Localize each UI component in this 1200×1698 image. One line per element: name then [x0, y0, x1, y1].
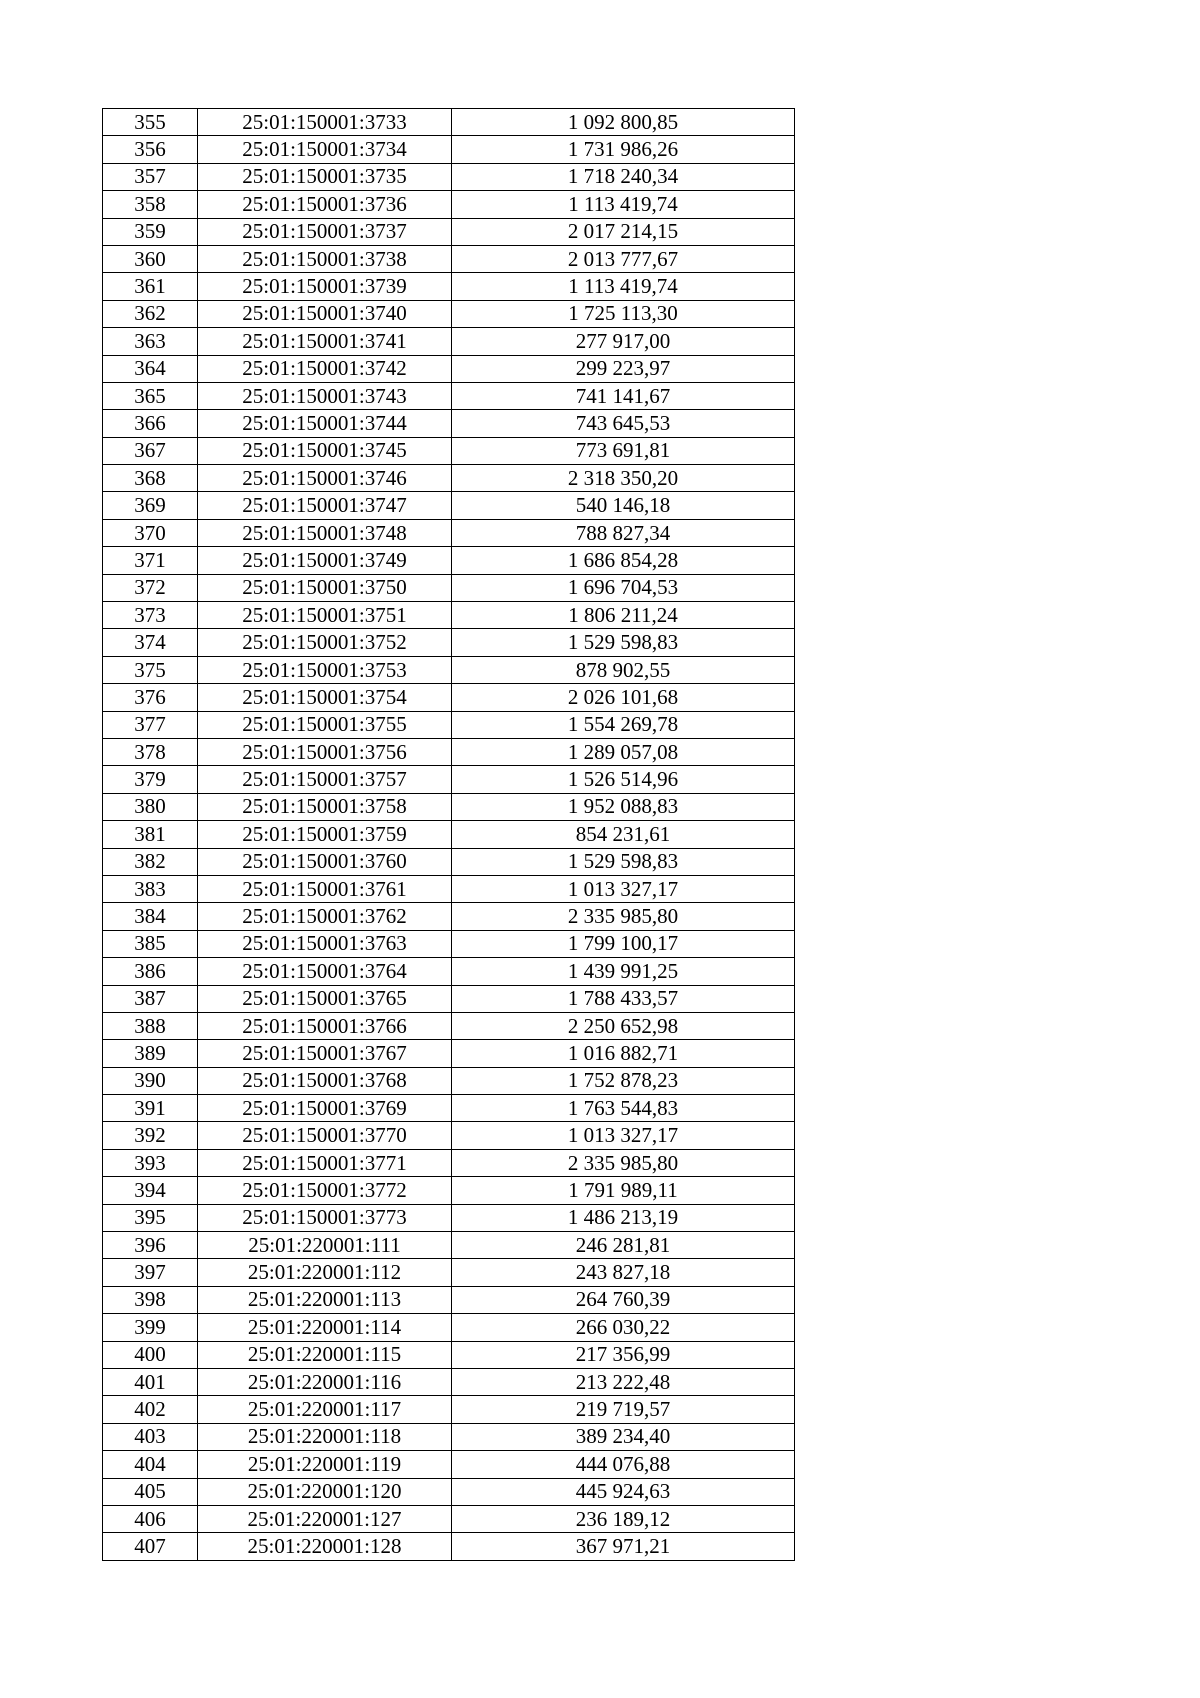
table-row — [103, 1314, 795, 1341]
row-number-cell: 403 — [103, 1423, 198, 1450]
cadastral-number-cell: 25:01:150001:3765 — [198, 985, 452, 1012]
cadastral-number-cell: 25:01:150001:3769 — [198, 1095, 452, 1122]
cadastral-value-cell: 213 222,48 — [452, 1368, 795, 1395]
cadastral-value-cell: 1 013 327,17 — [452, 1122, 795, 1149]
cadastral-value-cell: 1 718 240,34 — [452, 163, 795, 190]
table-row — [103, 1067, 795, 1094]
table-row — [103, 1423, 795, 1450]
table-row — [103, 492, 795, 519]
cadastral-number-cell: 25:01:220001:118 — [198, 1423, 452, 1450]
cadastral-number-cell: 25:01:150001:3766 — [198, 1012, 452, 1039]
cadastral-number-cell: 25:01:220001:120 — [198, 1478, 452, 1505]
cadastral-value-cell: 1 113 419,74 — [452, 191, 795, 218]
table-row — [103, 766, 795, 793]
row-number-cell: 377 — [103, 711, 198, 738]
cadastral-value-cell: 1 788 433,57 — [452, 985, 795, 1012]
cadastral-number-cell: 25:01:150001:3754 — [198, 684, 452, 711]
table-row — [103, 1533, 795, 1560]
table-row — [103, 1149, 795, 1176]
row-number-cell: 379 — [103, 766, 198, 793]
row-number-cell: 372 — [103, 574, 198, 601]
cadastral-value-cell: 2 335 985,80 — [452, 1149, 795, 1176]
cadastral-number-cell: 25:01:150001:3747 — [198, 492, 452, 519]
row-number-cell: 368 — [103, 465, 198, 492]
table-row — [103, 903, 795, 930]
table-row — [103, 656, 795, 683]
table-row — [103, 711, 795, 738]
table-row — [103, 191, 795, 218]
cadastral-number-cell: 25:01:150001:3733 — [198, 109, 452, 136]
cadastral-number-cell: 25:01:150001:3762 — [198, 903, 452, 930]
cadastral-value-cell: 243 827,18 — [452, 1259, 795, 1286]
table-row — [103, 465, 795, 492]
cadastral-value-cell: 1 696 704,53 — [452, 574, 795, 601]
table-row — [103, 930, 795, 957]
row-number-cell: 371 — [103, 547, 198, 574]
table-row — [103, 547, 795, 574]
table-row — [103, 574, 795, 601]
row-number-cell: 398 — [103, 1286, 198, 1313]
cadastral-value-cell: 878 902,55 — [452, 656, 795, 683]
table-row — [103, 136, 795, 163]
table-row — [103, 328, 795, 355]
cadastral-value-cell: 246 281,81 — [452, 1232, 795, 1259]
cadastral-value-table — [102, 108, 795, 1561]
row-number-cell: 385 — [103, 930, 198, 957]
table-body — [103, 109, 795, 1561]
cadastral-number-cell: 25:01:150001:3743 — [198, 382, 452, 409]
cadastral-number-cell: 25:01:150001:3770 — [198, 1122, 452, 1149]
cadastral-value-cell: 1 799 100,17 — [452, 930, 795, 957]
row-number-cell: 367 — [103, 437, 198, 464]
table-row — [103, 437, 795, 464]
table-row — [103, 245, 795, 272]
cadastral-value-cell: 1 725 113,30 — [452, 300, 795, 327]
row-number-cell: 375 — [103, 656, 198, 683]
table-row — [103, 1040, 795, 1067]
row-number-cell: 373 — [103, 602, 198, 629]
cadastral-value-cell: 2 250 652,98 — [452, 1012, 795, 1039]
row-number-cell: 402 — [103, 1396, 198, 1423]
table-row — [103, 382, 795, 409]
row-number-cell: 355 — [103, 109, 198, 136]
cadastral-number-cell: 25:01:150001:3737 — [198, 218, 452, 245]
row-number-cell: 389 — [103, 1040, 198, 1067]
cadastral-number-cell: 25:01:150001:3741 — [198, 328, 452, 355]
table-row — [103, 1505, 795, 1532]
row-number-cell: 405 — [103, 1478, 198, 1505]
table-row — [103, 519, 795, 546]
row-number-cell: 397 — [103, 1259, 198, 1286]
table-row — [103, 1286, 795, 1313]
cadastral-value-cell: 445 924,63 — [452, 1478, 795, 1505]
cadastral-value-cell: 1 952 088,83 — [452, 793, 795, 820]
cadastral-number-cell: 25:01:150001:3773 — [198, 1204, 452, 1231]
row-number-cell: 358 — [103, 191, 198, 218]
cadastral-number-cell: 25:01:150001:3756 — [198, 738, 452, 765]
cadastral-value-cell: 854 231,61 — [452, 821, 795, 848]
table-row — [103, 602, 795, 629]
cadastral-value-cell: 266 030,22 — [452, 1314, 795, 1341]
cadastral-number-cell: 25:01:150001:3755 — [198, 711, 452, 738]
table-row — [103, 1232, 795, 1259]
row-number-cell: 376 — [103, 684, 198, 711]
cadastral-value-cell: 1 686 854,28 — [452, 547, 795, 574]
cadastral-value-cell: 741 141,67 — [452, 382, 795, 409]
row-number-cell: 407 — [103, 1533, 198, 1560]
cadastral-number-cell: 25:01:150001:3757 — [198, 766, 452, 793]
row-number-cell: 356 — [103, 136, 198, 163]
cadastral-number-cell: 25:01:220001:127 — [198, 1505, 452, 1532]
table-row — [103, 1012, 795, 1039]
cadastral-number-cell: 25:01:150001:3771 — [198, 1149, 452, 1176]
cadastral-value-cell: 2 318 350,20 — [452, 465, 795, 492]
cadastral-value-cell: 1 016 882,71 — [452, 1040, 795, 1067]
row-number-cell: 388 — [103, 1012, 198, 1039]
row-number-cell: 365 — [103, 382, 198, 409]
row-number-cell: 399 — [103, 1314, 198, 1341]
row-number-cell: 392 — [103, 1122, 198, 1149]
table-row — [103, 1368, 795, 1395]
row-number-cell: 406 — [103, 1505, 198, 1532]
cadastral-number-cell: 25:01:150001:3760 — [198, 848, 452, 875]
row-number-cell: 381 — [103, 821, 198, 848]
table-row — [103, 1177, 795, 1204]
cadastral-value-cell: 1 526 514,96 — [452, 766, 795, 793]
table-row — [103, 1122, 795, 1149]
row-number-cell: 362 — [103, 300, 198, 327]
table-row — [103, 273, 795, 300]
cadastral-number-cell: 25:01:150001:3772 — [198, 1177, 452, 1204]
cadastral-value-cell: 1 486 213,19 — [452, 1204, 795, 1231]
table-row — [103, 1341, 795, 1368]
cadastral-number-cell: 25:01:220001:119 — [198, 1451, 452, 1478]
cadastral-number-cell: 25:01:150001:3748 — [198, 519, 452, 546]
cadastral-number-cell: 25:01:150001:3751 — [198, 602, 452, 629]
table-row — [103, 848, 795, 875]
row-number-cell: 360 — [103, 245, 198, 272]
row-number-cell: 380 — [103, 793, 198, 820]
row-number-cell: 357 — [103, 163, 198, 190]
cadastral-number-cell: 25:01:150001:3759 — [198, 821, 452, 848]
cadastral-number-cell: 25:01:220001:112 — [198, 1259, 452, 1286]
cadastral-value-cell: 2 026 101,68 — [452, 684, 795, 711]
cadastral-value-cell: 1 113 419,74 — [452, 273, 795, 300]
cadastral-value-cell: 773 691,81 — [452, 437, 795, 464]
cadastral-number-cell: 25:01:150001:3738 — [198, 245, 452, 272]
row-number-cell: 359 — [103, 218, 198, 245]
cadastral-value-cell: 1 013 327,17 — [452, 875, 795, 902]
row-number-cell: 378 — [103, 738, 198, 765]
cadastral-number-cell: 25:01:150001:3750 — [198, 574, 452, 601]
row-number-cell: 363 — [103, 328, 198, 355]
row-number-cell: 383 — [103, 875, 198, 902]
row-number-cell: 400 — [103, 1341, 198, 1368]
cadastral-number-cell: 25:01:150001:3749 — [198, 547, 452, 574]
cadastral-number-cell: 25:01:220001:115 — [198, 1341, 452, 1368]
cadastral-value-cell: 367 971,21 — [452, 1533, 795, 1560]
cadastral-value-cell: 444 076,88 — [452, 1451, 795, 1478]
row-number-cell: 396 — [103, 1232, 198, 1259]
table-row — [103, 1095, 795, 1122]
cadastral-number-cell: 25:01:150001:3745 — [198, 437, 452, 464]
table-row — [103, 793, 795, 820]
cadastral-value-cell: 743 645,53 — [452, 410, 795, 437]
cadastral-value-cell: 2 335 985,80 — [452, 903, 795, 930]
table-row — [103, 629, 795, 656]
cadastral-value-cell: 389 234,40 — [452, 1423, 795, 1450]
cadastral-value-cell: 1 554 269,78 — [452, 711, 795, 738]
cadastral-number-cell: 25:01:150001:3736 — [198, 191, 452, 218]
row-number-cell: 404 — [103, 1451, 198, 1478]
cadastral-number-cell: 25:01:150001:3764 — [198, 958, 452, 985]
cadastral-number-cell: 25:01:150001:3768 — [198, 1067, 452, 1094]
table-row — [103, 1204, 795, 1231]
cadastral-number-cell: 25:01:150001:3753 — [198, 656, 452, 683]
cadastral-number-cell: 25:01:220001:117 — [198, 1396, 452, 1423]
table-row — [103, 300, 795, 327]
row-number-cell: 384 — [103, 903, 198, 930]
table-row — [103, 218, 795, 245]
cadastral-number-cell: 25:01:220001:114 — [198, 1314, 452, 1341]
table-row — [103, 1259, 795, 1286]
cadastral-number-cell: 25:01:150001:3763 — [198, 930, 452, 957]
cadastral-number-cell: 25:01:150001:3740 — [198, 300, 452, 327]
row-number-cell: 390 — [103, 1067, 198, 1094]
cadastral-value-cell: 217 356,99 — [452, 1341, 795, 1368]
cadastral-number-cell: 25:01:150001:3739 — [198, 273, 452, 300]
table-row — [103, 1478, 795, 1505]
table-row — [103, 1451, 795, 1478]
table-row — [103, 410, 795, 437]
cadastral-value-cell: 1 529 598,83 — [452, 629, 795, 656]
row-number-cell: 382 — [103, 848, 198, 875]
row-number-cell: 395 — [103, 1204, 198, 1231]
table-row — [103, 1396, 795, 1423]
cadastral-value-cell: 219 719,57 — [452, 1396, 795, 1423]
table-row — [103, 109, 795, 136]
row-number-cell: 366 — [103, 410, 198, 437]
table-row — [103, 355, 795, 382]
cadastral-number-cell: 25:01:220001:111 — [198, 1232, 452, 1259]
cadastral-number-cell: 25:01:220001:113 — [198, 1286, 452, 1313]
cadastral-value-cell: 277 917,00 — [452, 328, 795, 355]
cadastral-value-cell: 1 289 057,08 — [452, 738, 795, 765]
row-number-cell: 386 — [103, 958, 198, 985]
row-number-cell: 393 — [103, 1149, 198, 1176]
table-row — [103, 985, 795, 1012]
table-row — [103, 163, 795, 190]
cadastral-value-cell: 1 092 800,85 — [452, 109, 795, 136]
cadastral-value-cell: 1 791 989,11 — [452, 1177, 795, 1204]
cadastral-value-cell: 540 146,18 — [452, 492, 795, 519]
cadastral-number-cell: 25:01:220001:116 — [198, 1368, 452, 1395]
cadastral-number-cell: 25:01:150001:3734 — [198, 136, 452, 163]
cadastral-number-cell: 25:01:150001:3735 — [198, 163, 452, 190]
cadastral-value-cell: 1 806 211,24 — [452, 602, 795, 629]
cadastral-value-cell: 788 827,34 — [452, 519, 795, 546]
cadastral-value-cell: 1 731 986,26 — [452, 136, 795, 163]
row-number-cell: 361 — [103, 273, 198, 300]
row-number-cell: 394 — [103, 1177, 198, 1204]
row-number-cell: 369 — [103, 492, 198, 519]
cadastral-value-cell: 1 529 598,83 — [452, 848, 795, 875]
table-row — [103, 684, 795, 711]
cadastral-number-cell: 25:01:220001:128 — [198, 1533, 452, 1560]
row-number-cell: 387 — [103, 985, 198, 1012]
cadastral-number-cell: 25:01:150001:3758 — [198, 793, 452, 820]
cadastral-value-cell: 1 763 544,83 — [452, 1095, 795, 1122]
cadastral-number-cell: 25:01:150001:3746 — [198, 465, 452, 492]
cadastral-number-cell: 25:01:150001:3752 — [198, 629, 452, 656]
table-row — [103, 958, 795, 985]
table-row — [103, 875, 795, 902]
cadastral-value-cell: 264 760,39 — [452, 1286, 795, 1313]
row-number-cell: 364 — [103, 355, 198, 382]
row-number-cell: 391 — [103, 1095, 198, 1122]
cadastral-value-cell: 1 439 991,25 — [452, 958, 795, 985]
cadastral-number-cell: 25:01:150001:3742 — [198, 355, 452, 382]
cadastral-value-cell: 2 013 777,67 — [452, 245, 795, 272]
row-number-cell: 401 — [103, 1368, 198, 1395]
cadastral-value-cell: 2 017 214,15 — [452, 218, 795, 245]
table-row — [103, 738, 795, 765]
cadastral-number-cell: 25:01:150001:3761 — [198, 875, 452, 902]
cadastral-value-cell: 1 752 878,23 — [452, 1067, 795, 1094]
cadastral-value-cell: 236 189,12 — [452, 1505, 795, 1532]
cadastral-value-cell: 299 223,97 — [452, 355, 795, 382]
table-row — [103, 821, 795, 848]
cadastral-number-cell: 25:01:150001:3767 — [198, 1040, 452, 1067]
row-number-cell: 370 — [103, 519, 198, 546]
row-number-cell: 374 — [103, 629, 198, 656]
cadastral-number-cell: 25:01:150001:3744 — [198, 410, 452, 437]
